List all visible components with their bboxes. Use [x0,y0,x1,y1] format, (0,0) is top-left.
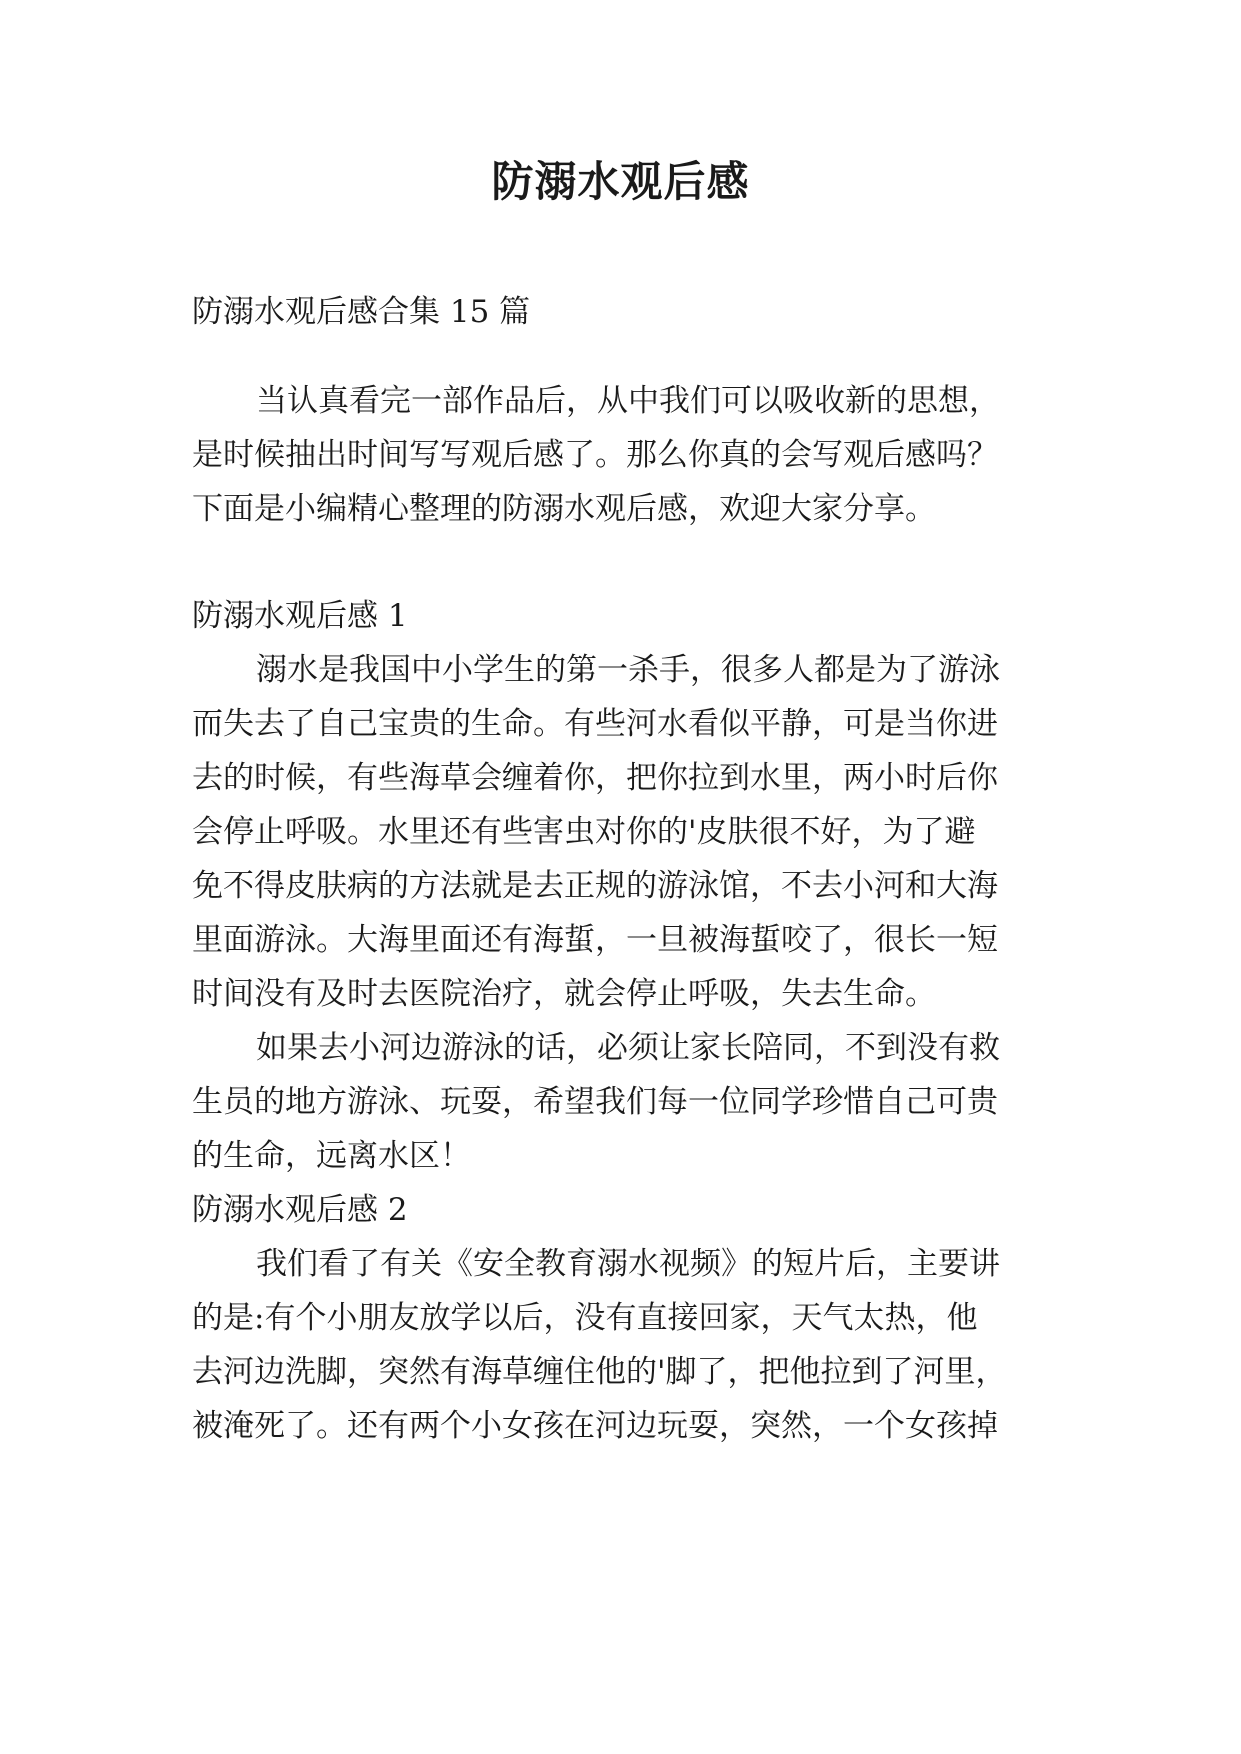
intro-line: 是时候抽出时间写写观后感了。那么你真的会写观后感吗？ [192,437,998,473]
essay-line: 我们看了有关《安全教育溺水视频》的短片后，主要讲 [256,1246,1000,1282]
intro-line: 下面是小编精心整理的防溺水观后感，欢迎大家分享。 [192,491,936,527]
essay-line: 被淹死了。还有两个小女孩在河边玩耍，突然，一个女孩掉 [192,1408,998,1444]
essay-line: 免不得皮肤病的方法就是去正规的游泳馆，不去小河和大海 [192,868,998,904]
essay-line: 会停止呼吸。水里还有些害虫对你的'皮肤很不好，为了避 [192,814,976,850]
essay-line: 去的时候，有些海草会缠着你，把你拉到水里，两小时后你 [192,760,998,796]
essay-line: 溺水是我国中小学生的第一杀手，很多人都是为了游泳 [256,652,1000,688]
essay-line: 生员的地方游泳、玩耍，希望我们每一位同学珍惜自己可贵 [192,1084,998,1120]
essay-line: 如果去小河边游泳的话，必须让家长陪同，不到没有救 [256,1030,1000,1066]
page-title: 防溺水观后感 [491,157,750,206]
essay-heading: 防溺水观后感 2 [192,1192,408,1228]
intro-line: 当认真看完一部作品后，从中我们可以吸收新的思想， [256,383,1000,419]
essay-line: 时间没有及时去医院治疗，就会停止呼吸，失去生命。 [192,976,936,1012]
essay-heading: 防溺水观后感 1 [192,598,408,634]
essay-line: 的生命，远离水区！ [192,1138,471,1174]
document-subtitle: 防溺水观后感合集 15 篇 [192,294,531,330]
essay-line: 的是:有个小朋友放学以后，没有直接回家，天气太热，他 [192,1300,978,1336]
essay-line: 而失去了自己宝贵的生命。有些河水看似平静，可是当你进 [192,706,998,742]
essay-line: 里面游泳。大海里面还有海蜇，一旦被海蜇咬了，很长一短 [192,922,998,958]
essay-line: 去河边洗脚，突然有海草缠住他的'脚了，把他拉到了河里， [192,1354,1007,1390]
